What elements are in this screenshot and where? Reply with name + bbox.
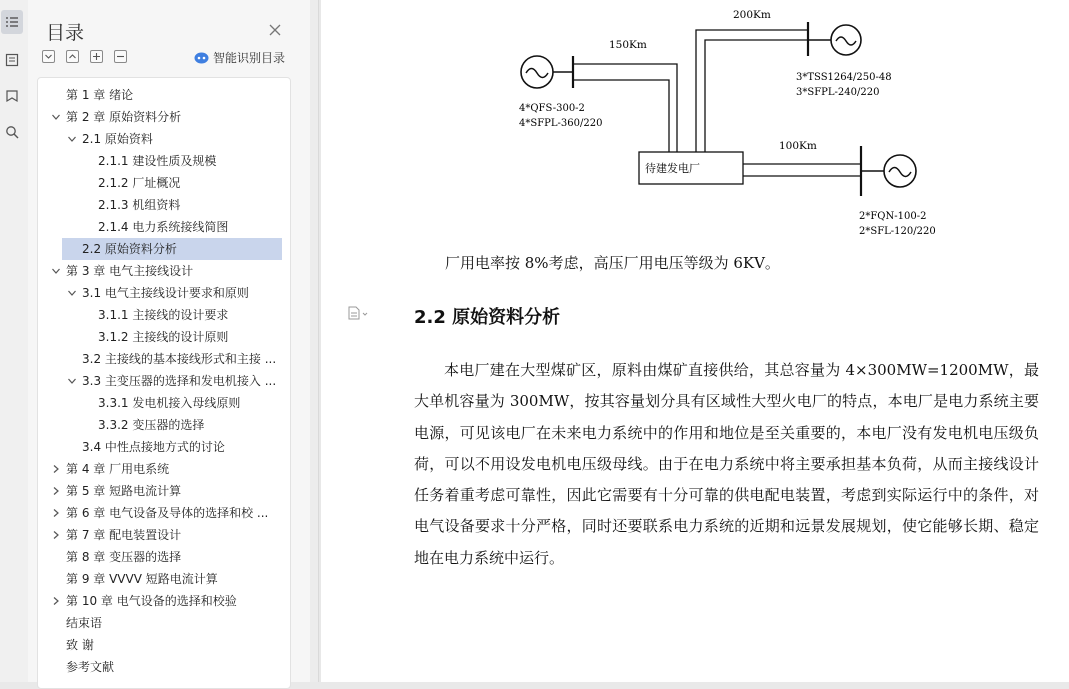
label-plant: 待建发电厂: [645, 162, 700, 175]
label-150km: 150Km: [609, 39, 647, 51]
outline-item-label: 第 10 章 电气设备的选择和校验: [66, 594, 237, 608]
outline-item-label: 第 4 章 厂用电系统: [66, 462, 170, 476]
document-page: [321, 0, 1069, 682]
outline-item-label: 第 3 章 电气主接线设计: [66, 264, 194, 278]
outline-item-label: 2.1 原始资料: [82, 132, 153, 146]
outline-item[interactable]: [38, 590, 282, 612]
outline-item-label: 3.4 中性点接地方式的讨论: [82, 440, 225, 454]
outline-item[interactable]: [38, 194, 282, 216]
bookmark-icon[interactable]: [1, 84, 23, 108]
smart-outline-button[interactable]: [194, 49, 285, 66]
label-200km: 200Km: [733, 9, 771, 21]
outline-item-label: 第 8 章 变压器的选择: [66, 550, 182, 564]
chevron-right-icon[interactable]: [50, 480, 62, 502]
left-tool-rail: [0, 0, 29, 682]
chevron-right-icon[interactable]: [50, 524, 62, 546]
chevron-down-icon[interactable]: [66, 282, 78, 304]
outline-item[interactable]: [38, 414, 282, 436]
outline-item[interactable]: [38, 392, 282, 414]
outline-item[interactable]: [38, 436, 282, 458]
label-right-bot-2: 2*SFL-120/220: [859, 226, 936, 237]
right-bottom-generator-symbol: [884, 155, 916, 187]
chevron-right-icon[interactable]: [50, 590, 62, 612]
paragraph-handle-icon[interactable]: [348, 306, 368, 320]
outline-item[interactable]: [38, 326, 282, 348]
outline-item-label: 2.1.3 机组资料: [98, 198, 181, 212]
chevron-right-icon[interactable]: [50, 502, 62, 524]
outline-item[interactable]: [38, 172, 282, 194]
label-100km: 100Km: [779, 140, 817, 152]
page-thumbnail-icon[interactable]: [1, 48, 23, 72]
chevron-down-icon[interactable]: [50, 260, 62, 282]
chevron-right-icon[interactable]: [50, 458, 62, 480]
remove-heading-button[interactable]: [114, 50, 127, 63]
outline-item[interactable]: [38, 612, 282, 634]
label-right-top-1: 3*TSS1264/250-48: [796, 72, 892, 83]
outline-item[interactable]: [38, 282, 282, 304]
add-heading-button[interactable]: [90, 50, 103, 63]
outline-item[interactable]: [38, 106, 282, 128]
outline-item-label: 3.3.2 变压器的选择: [98, 418, 205, 432]
outline-item[interactable]: [38, 502, 282, 524]
outline-item-label: 第 6 章 电气设备及导体的选择和校 ...: [66, 506, 269, 520]
close-icon[interactable]: [268, 23, 282, 37]
outline-item[interactable]: [38, 216, 282, 238]
smart-outline-label: 智能识别目录: [213, 51, 286, 65]
outline-item[interactable]: [38, 458, 282, 480]
outline-item-label: 3.1.1 主接线的设计要求: [98, 308, 229, 322]
label-left-gen-2: 4*SFPL-360/220: [519, 118, 603, 129]
outline-item[interactable]: [38, 634, 282, 656]
outline-item-label: 结束语: [66, 616, 103, 630]
outline-item-label: 3.3 主变压器的选择和发电机接入 ...: [82, 374, 277, 388]
outline-item[interactable]: [62, 238, 282, 260]
outline-item[interactable]: [38, 568, 282, 590]
collapse-all-button[interactable]: [66, 50, 79, 63]
body-paragraph: 本电厂建在大型煤矿区，原料由煤矿直接供给，其总容量为 4×300MW=1200MW，最大单机容量为 300MW，按其容量划分具有区域性大型火电厂的特点，本电厂是电力系统主要电源，可见该电厂在未来电力系统中的作用和地位是至关重要的，本电厂没有发电机电压级负荷，可以不用设发电机电压级母线。由于在电力系统中将主要承担基本负荷，从而主接线设计任务着重考虑可靠性，因此它需要有十分可靠的供电配电装置，考虑到实际运行中的条件，对电气设备要求十分严格，同时还要联系电力系统的近期和远景发展规划，使它能够长期、稳定地在电力系统中运行。: [414, 361, 1039, 567]
outline-item[interactable]: [38, 656, 282, 678]
label-left-gen-1: 4*QFS-300-2: [519, 103, 585, 114]
search-icon[interactable]: [1, 120, 23, 144]
outline-item-label: 致 谢: [66, 638, 94, 652]
section-heading: 2.2 原始资料分析: [414, 307, 561, 328]
outline-item-label: 第 7 章 配电装置设计: [66, 528, 182, 542]
body-text-line: 厂用电率按 8%考虑，高压厂用电压等级为 6KV。: [445, 254, 780, 272]
outline-item-label: 第 5 章 短路电流计算: [66, 484, 182, 498]
outline-item[interactable]: [38, 260, 282, 282]
outline-item-label: 2.2 原始资料分析: [82, 242, 177, 256]
outline-item-label: 第 1 章 绪论: [66, 88, 134, 102]
panel-scrollbar[interactable]: [310, 0, 318, 682]
outline-item[interactable]: [38, 128, 282, 150]
outline-item-label: 第 9 章 VVVV 短路电流计算: [66, 572, 218, 586]
outline-item-label: 参考文献: [66, 660, 115, 674]
left-generator-symbol: [521, 56, 553, 88]
outline-panel: [28, 0, 319, 682]
label-right-top-2: 3*SFPL-240/220: [796, 87, 880, 98]
label-right-bot-1: 2*FQN-100-2: [859, 211, 927, 222]
outline-item-label: 第 2 章 原始资料分析: [66, 110, 182, 124]
outline-item[interactable]: [38, 370, 282, 392]
chevron-down-icon[interactable]: [66, 370, 78, 392]
power-system-diagram: [321, 0, 1069, 245]
outline-item-label: 3.1.2 主接线的设计原则: [98, 330, 229, 344]
outline-list-icon[interactable]: [1, 10, 23, 34]
right-top-generator-symbol: [831, 25, 861, 55]
outline-item-label: 3.1 电气主接线设计要求和原则: [82, 286, 249, 300]
outline-item-label: 2.1.4 电力系统接线简图: [98, 220, 229, 234]
outline-item[interactable]: [38, 524, 282, 546]
outline-item-label: 2.1.2 厂址概况: [98, 176, 181, 190]
outline-item-label: 3.3.1 发电机接入母线原则: [98, 396, 241, 410]
outline-item[interactable]: [38, 348, 282, 370]
outline-item[interactable]: [38, 480, 282, 502]
chevron-down-icon[interactable]: [66, 128, 78, 150]
ai-cloud-icon: [194, 52, 209, 64]
outline-item-label: 2.1.1 建设性质及规模: [98, 154, 217, 168]
outline-item[interactable]: [38, 84, 282, 106]
outline-item[interactable]: [38, 546, 282, 568]
panel-title: 目录: [46, 22, 85, 44]
outline-item[interactable]: [38, 304, 282, 326]
chevron-down-icon[interactable]: [50, 106, 62, 128]
expand-all-button[interactable]: [42, 50, 55, 63]
outline-item[interactable]: [38, 150, 282, 172]
outline-item-label: 3.2 主接线的基本接线形式和主接 ...: [82, 352, 277, 366]
outline-tree: [37, 77, 291, 689]
